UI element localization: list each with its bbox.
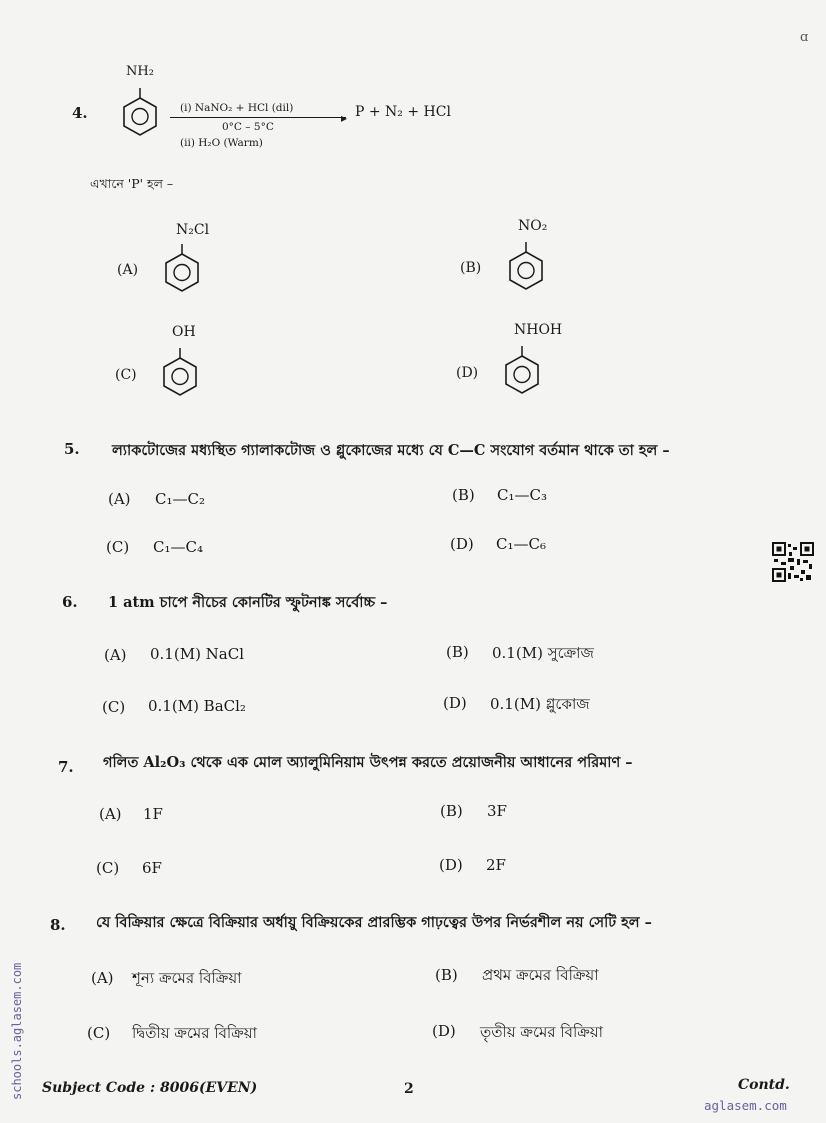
q7-option-c-label: (C) [96,859,120,877]
q4-option-a-label: (A) [117,262,139,278]
q7-option-c-text: 6F [142,859,162,877]
q4-option-d-group: NHOH [514,322,563,338]
q8-option-c-text: দ্বিতীয় ক্রমের বিক্রিয়া [132,1024,257,1042]
q6-option-d-label: (D) [443,694,467,712]
q4-products: P + N₂ + HCl [355,104,451,120]
bottom-watermark: aglasem.com [704,1098,787,1113]
q4-number: 4. [72,104,88,122]
q6-text: 1 atm চাপে নীচের কোনটির স্ফুটনাঙ্ক সর্বোচ্চ – [108,594,388,611]
arrow-head-icon: ▸ [341,111,348,125]
q8-option-a-text: শূন্য ক্রমের বিক্রিয়া [132,969,242,987]
q5-number: 5. [64,440,80,458]
q6-option-c-text: 0.1(M) BaCl₂ [148,697,246,715]
q4-option-c-group: OH [172,324,196,340]
q4-option-a-group: N₂Cl [176,222,210,238]
q4-benzene-ring [122,96,158,138]
footer-subject-code: Subject Code : 8006(EVEN) [42,1080,258,1096]
page-corner-mark: ɑ [800,30,809,45]
q4-option-d-label: (D) [456,365,479,381]
q5-option-d-label: (D) [450,535,474,553]
q5-option-c-label: (C) [106,538,130,556]
q5-option-b-text: C₁—C₃ [497,486,547,504]
q8-option-b-text: প্রথম ক্রমের বিক্রিয়া [482,966,599,984]
q4-option-d-ring [504,354,540,396]
q4-condition-temp: 0°C – 5°C [222,121,274,133]
q8-text: যে বিক্রিয়ার ক্ষেত্রে বিক্রিয়ার অর্ধায়ু বিক্রিয়কের প্রারম্ভিক গাঢ়ত্বের উপর নির্ভরশীল নয় সেটি হল – [96,914,652,931]
q5-option-c-text: C₁—C₄ [153,538,203,556]
q7-option-d-label: (D) [439,856,463,874]
q8-option-b-label: (B) [435,966,458,984]
side-watermark: schools.aglasem.com [10,962,24,1100]
q8-option-a-label: (A) [91,969,114,987]
q6-option-b-label: (B) [446,643,469,661]
q4-option-b-group: NO₂ [518,218,548,234]
q7-option-a-text: 1F [143,805,163,823]
q7-option-a-label: (A) [99,805,122,823]
footer-contd: Contd. [738,1077,790,1093]
q8-option-d-text: তৃতীয় ক্রমের বিক্রিয়া [480,1023,603,1041]
q6-option-a-text: 0.1(M) NaCl [150,645,245,663]
q8-option-d-label: (D) [432,1022,456,1040]
q4-option-c-ring [162,356,198,398]
q4-condition-top: (i) NaNO₂ + HCl (dil) [180,102,294,114]
q4-option-b-ring [508,250,544,292]
q6-option-b-text: 0.1(M) সুক্রোজ [492,644,594,662]
q4-amine-group: NH₂ [126,64,154,79]
q5-text: ল্যাকটোজের মধ্যস্থিত গ্যালাকটোজ ও গ্লুকোজের মধ্যে যে C—C সংযোগ বর্তমান থাকে তা হল – [112,442,670,459]
q6-option-d-text: 0.1(M) গ্লুকোজ [490,695,590,713]
q4-option-c-label: (C) [115,367,137,383]
q5-option-a-text: C₁—C₂ [155,490,205,508]
q5-option-b-label: (B) [452,486,475,504]
q5-option-a-label: (A) [108,490,131,508]
q4-subtext: এখানে 'P' হল – [90,176,174,191]
q7-option-d-text: 2F [486,856,506,874]
q6-number: 6. [62,593,78,611]
q7-option-b-label: (B) [440,802,463,820]
q7-number: 7. [58,758,74,776]
q7-text: গলিত Al₂O₃ থেকে এক মোল অ্যালুমিনিয়াম উৎপন্ন করতে প্রয়োজনীয় আধানের পরিমাণ – [103,754,633,771]
q4-option-b-label: (B) [460,260,482,276]
q6-option-a-label: (A) [104,646,127,664]
q6-option-c-label: (C) [102,698,126,716]
q8-number: 8. [50,916,66,934]
q7-option-b-text: 3F [487,802,507,820]
q4-condition-bottom: (ii) H₂O (Warm) [180,137,263,149]
qr-code-icon [772,542,814,582]
q5-option-d-text: C₁—C₆ [496,535,546,553]
footer-page-number: 2 [404,1081,414,1097]
q8-option-c-label: (C) [87,1024,111,1042]
q4-option-a-ring [164,252,200,294]
q4-reaction-arrow [170,117,346,118]
